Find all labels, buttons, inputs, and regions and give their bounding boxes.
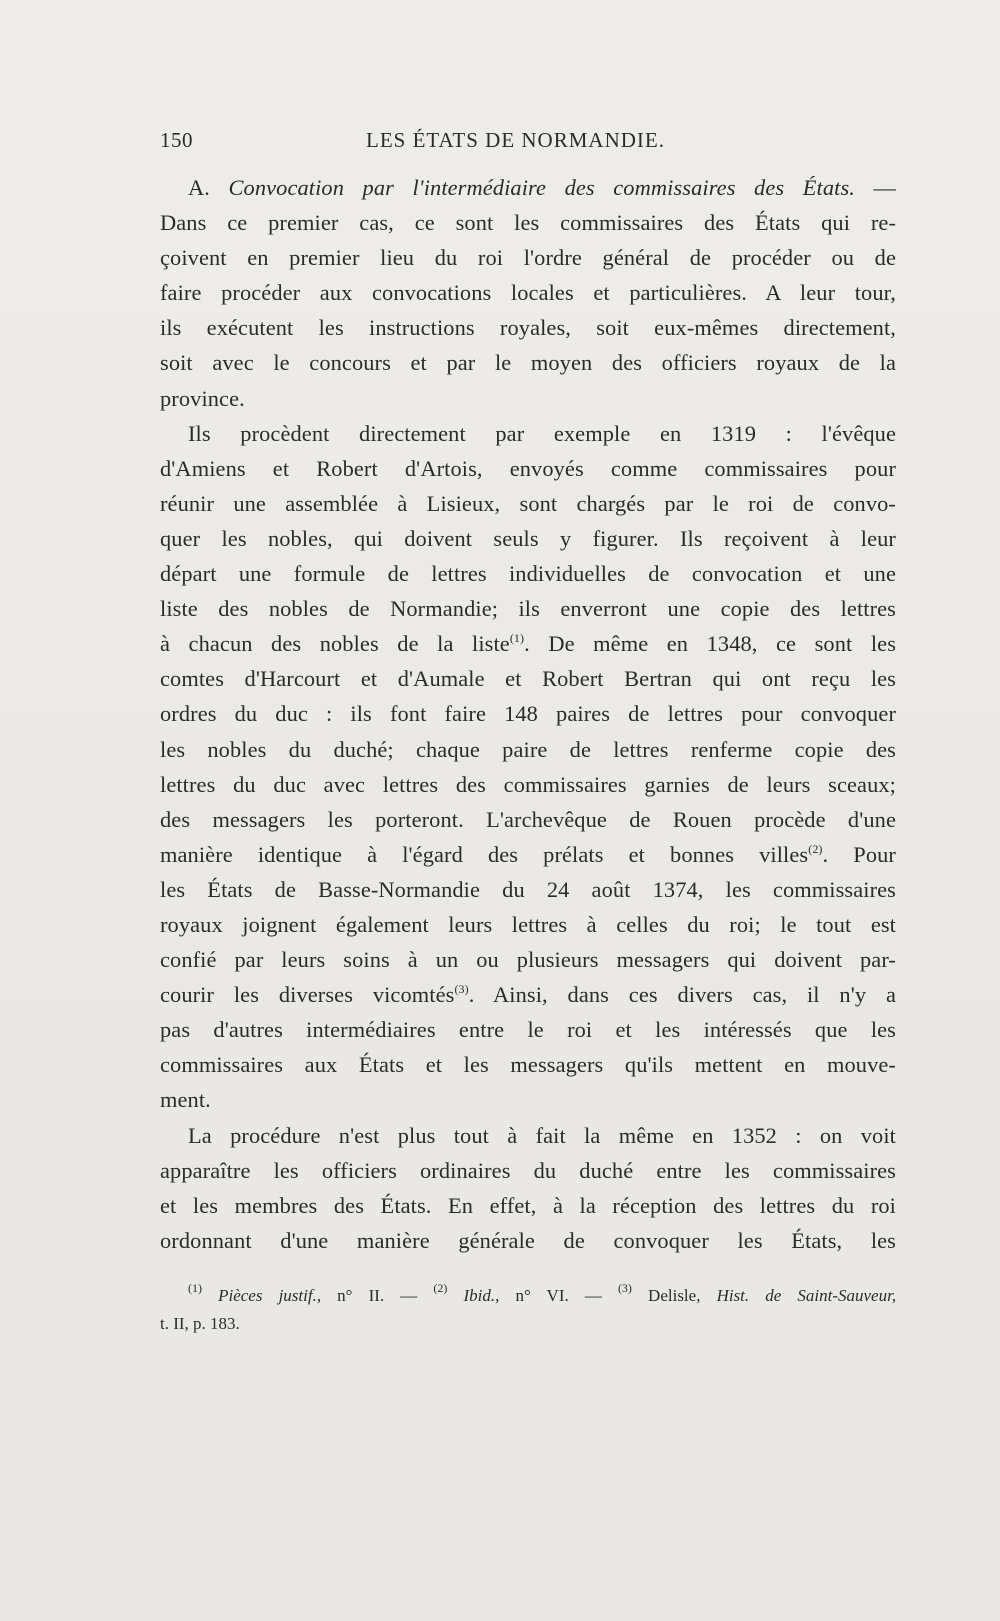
text-segment: . De même en 1348, ce sont les xyxy=(524,631,897,657)
text-line: des messagers les porteront. L'archevêque de Rouen procède d'une xyxy=(160,806,896,832)
page-number: 150 xyxy=(160,128,193,152)
text-segment: . Ainsi, dans ces divers cas, il n'y a xyxy=(468,982,896,1008)
footnotes xyxy=(160,1282,896,1338)
text-line: soit avec le concours et par le moyen des officiers royaux de la xyxy=(160,350,896,376)
section-heading-label: A. xyxy=(188,175,210,200)
text-line: les États de Basse-Normandie du 24 août 1374, les commissaires xyxy=(160,876,896,902)
body-text xyxy=(160,170,896,1258)
text-line: province. xyxy=(160,385,245,411)
footnote-2-tail: , n° VI. — xyxy=(495,1286,602,1305)
page-header xyxy=(160,128,895,158)
text-line: faire procéder aux convocations locales et particulières. A leur tour, xyxy=(160,280,896,306)
footnote-2-source: Ibid. xyxy=(463,1286,496,1305)
text-line-with-footnote-ref xyxy=(160,837,896,872)
text-line: liste des nobles de Normandie; ils enverront une copie des lettres xyxy=(160,596,896,622)
text-line: les nobles du duché; chaque paire de lettres renferme copie des xyxy=(160,736,896,762)
text-line: ils exécutent les instructions royales, soit eux-mêmes directement, xyxy=(160,315,896,341)
text-segment: . Pour xyxy=(822,841,896,867)
text-line: royaux joignent également leurs lettres à celles du roi; le tout est xyxy=(160,911,896,937)
text-line: quer les nobles, qui doivent seuls y figurer. Ils reçoivent à leur xyxy=(160,525,896,551)
text-line: départ une formule de lettres individuelles de convocation et une xyxy=(160,561,896,587)
footnote-ref-2[interactable]: (2) xyxy=(808,841,823,856)
text-line: Dans ce premier cas, ce sont les commissaires des États qui re- xyxy=(160,210,896,236)
text-line: d'Amiens et Robert d'Artois, envoyés comme commissaires pour xyxy=(160,455,896,481)
text-line: confié par leurs soins à un ou plusieurs messagers qui doivent par- xyxy=(160,947,896,973)
text-line: et les membres des États. En effet, à la réception des lettres du roi xyxy=(160,1192,896,1218)
text-line: commissaires aux États et les messagers qu'ils mettent en mouve- xyxy=(160,1052,896,1078)
footnote-line: t. II, p. 183. xyxy=(160,1314,240,1333)
footnote-3-source: Hist. de Saint-Sauveur, xyxy=(716,1286,897,1305)
footnote-ref-1[interactable]: (1) xyxy=(509,631,525,646)
text-line: Ils procèdent directement par exemple en 1319 : l'évêque xyxy=(188,420,896,446)
text-line-with-footnote-ref xyxy=(160,977,896,1012)
text-line: ordres du duc : ils font faire 148 paires de lettres pour convoquer xyxy=(160,701,896,727)
text-line: comtes d'Harcourt et d'Aumale et Robert Bertran qui ont reçu les xyxy=(160,666,896,692)
text-line: pas d'autres intermédiaires entre le roi et les intéressés que les xyxy=(160,1017,896,1043)
footnote-1-source: Pièces justif. xyxy=(218,1286,317,1305)
footnote-mark-1: (1) xyxy=(188,1281,202,1295)
text-segment: à chacun des nobles de la liste xyxy=(160,631,510,657)
text-line: ment. xyxy=(160,1087,211,1113)
text-line: lettres du duc avec lettres des commissaires garnies de leurs sceaux; xyxy=(160,771,896,797)
footnote-1-tail: , n° II. — xyxy=(316,1286,418,1305)
text-line: apparaître les officiers ordinaires du duché entre les commissaires xyxy=(160,1157,896,1183)
text-line: çoivent en premier lieu du roi l'ordre général de procéder ou de xyxy=(160,245,896,271)
footnote-3-author: Delisle, xyxy=(648,1286,701,1305)
section-heading-line xyxy=(160,170,896,205)
text-line: réunir une assemblée à Lisieux, sont chargés par le roi de convo- xyxy=(160,490,896,516)
text-segment: courir les diverses vicomtés xyxy=(160,982,455,1008)
text-line: La procédure n'est plus tout à fait la même en 1352 : on voit xyxy=(188,1122,896,1148)
text-segment: manière identique à l'égard des prélats et bonnes villes xyxy=(160,841,809,867)
section-heading-title: Convocation par l'intermédiaire des commissaires des États. xyxy=(228,175,855,200)
footnote-ref-3[interactable]: (3) xyxy=(454,982,469,997)
footnote-mark-2: (2) xyxy=(433,1281,448,1295)
section-heading-dash: — xyxy=(854,175,896,200)
text-line: ordonnant d'une manière générale de convoquer les États, les xyxy=(160,1227,896,1253)
text-line-with-footnote-ref xyxy=(160,626,896,661)
footnote-line xyxy=(160,1282,896,1310)
footnote-mark-3: (3) xyxy=(617,1281,632,1295)
running-title: LES ÉTATS DE NORMANDIE. xyxy=(366,128,665,152)
